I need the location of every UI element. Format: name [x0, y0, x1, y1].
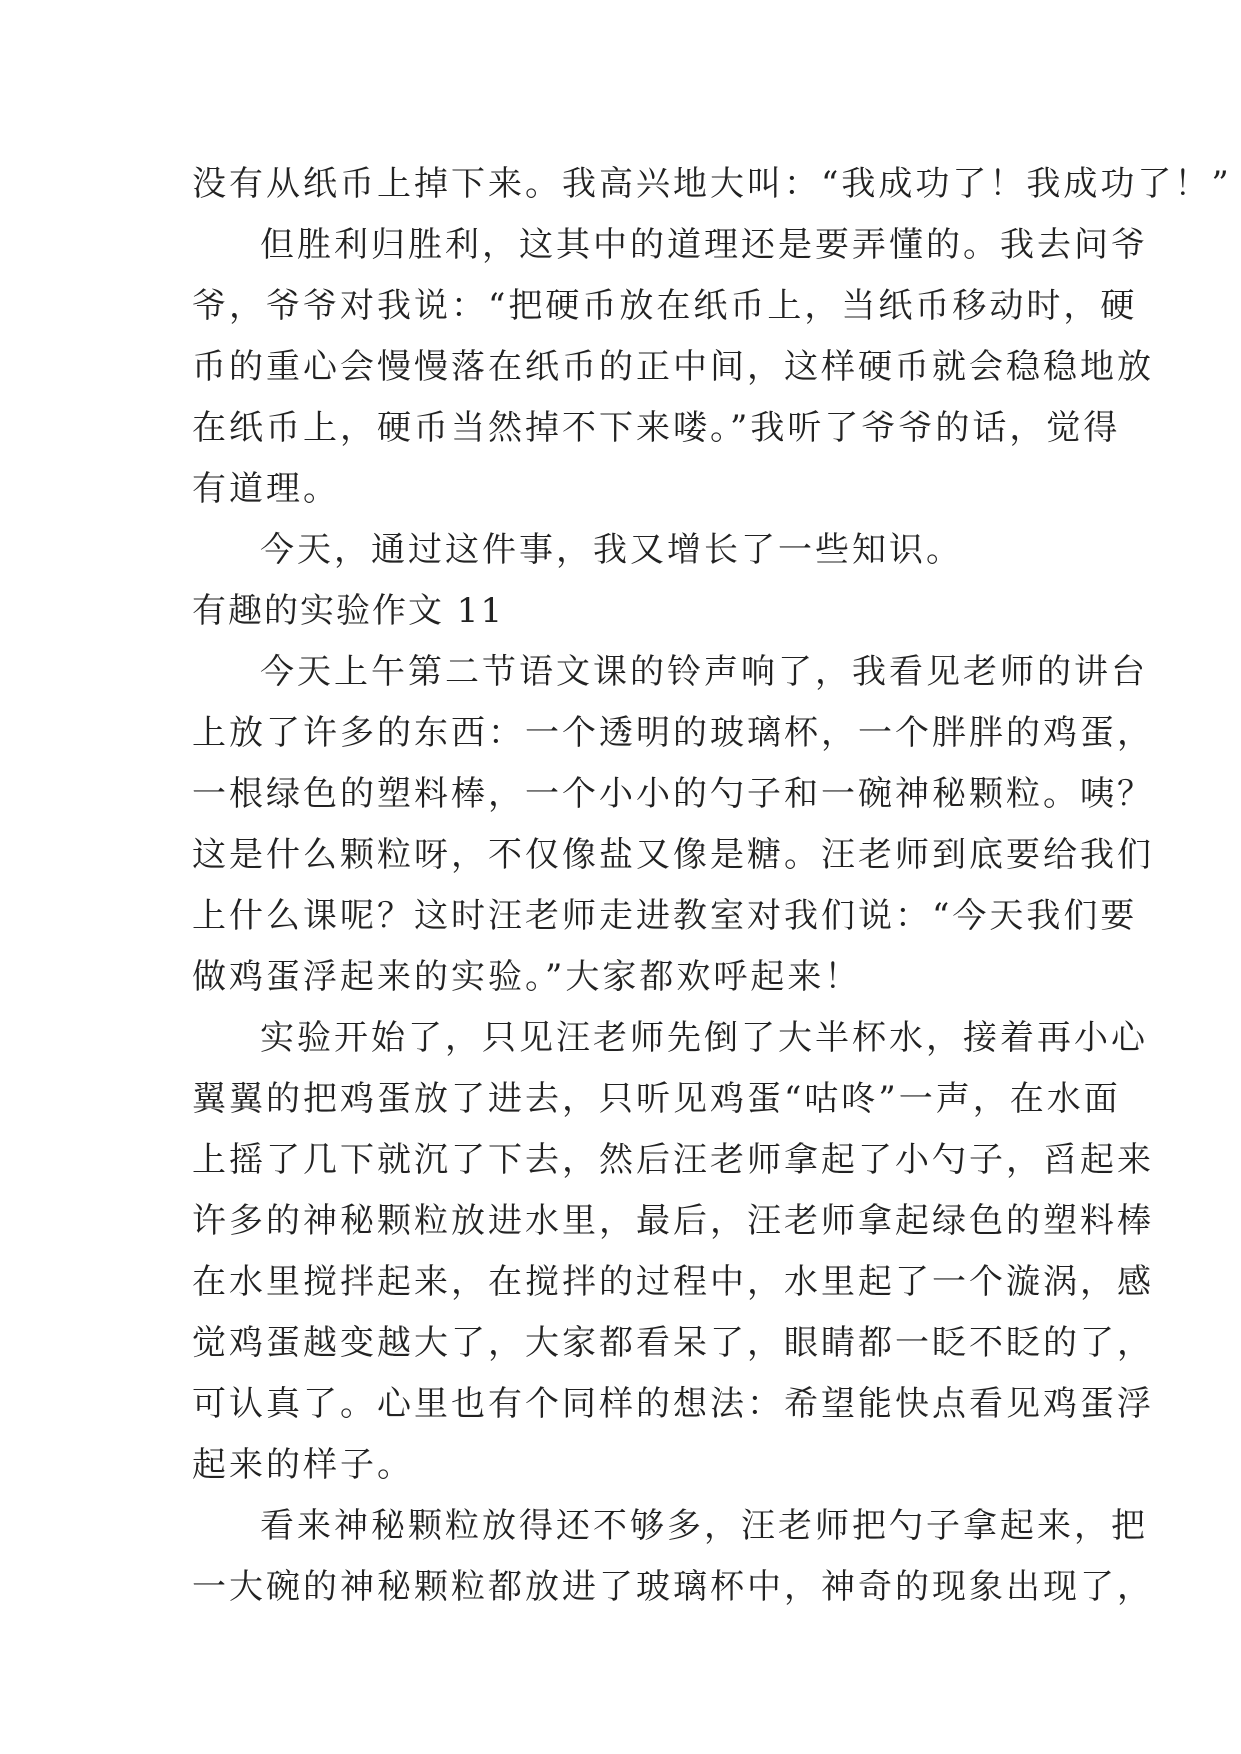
- text-line: 今天上午第二节语文课的铃声响了，我看见老师的讲台: [260, 652, 1148, 692]
- text-line: 上摇了几下就沉了下去，然后汪老师拿起了小勺子，舀起来: [192, 1140, 1154, 1180]
- text-line: 上什么课呢？这时汪老师走进教室对我们说：“今天我们要: [192, 896, 1138, 936]
- text-line: 但胜利归胜利，这其中的道理还是要弄懂的。我去问爷: [260, 225, 1148, 265]
- text-line: 在水里搅拌起来，在搅拌的过程中，水里起了一个漩涡，感: [192, 1262, 1154, 1302]
- document-body: [192, 154, 1232, 1618]
- text-line: 做鸡蛋浮起来的实验。”大家都欢呼起来！: [192, 957, 862, 997]
- text-line: 实验开始了，只见汪老师先倒了大半杯水，接着再小心: [260, 1018, 1148, 1058]
- text-line: 这是什么颗粒呀，不仅像盐又像是糖。汪老师到底要给我们: [192, 835, 1154, 875]
- text-line: 一大碗的神秘颗粒都放进了玻璃杯中，神奇的现象出现了，: [192, 1567, 1154, 1607]
- text-line: 一根绿色的塑料棒，一个小小的勺子和一碗神秘颗粒。咦？: [192, 774, 1154, 814]
- text-line: 爷，爷爷对我说：“把硬币放在纸币上，当纸币移动时，硬: [192, 286, 1138, 326]
- text-line: 起来的样子。: [192, 1445, 414, 1485]
- text-line: 没有从纸币上掉下来。我高兴地大叫：“我成功了！我成功了！”: [192, 164, 1232, 204]
- section-heading: 有趣的实验作文 11: [192, 591, 505, 631]
- text-line: 上放了许多的东西：一个透明的玻璃杯，一个胖胖的鸡蛋，: [192, 713, 1154, 753]
- text-line: 今天，通过这件事，我又增长了一些知识。: [260, 530, 963, 570]
- text-line: 在纸币上，硬币当然掉不下来喽。”我听了爷爷的话，觉得: [192, 408, 1121, 448]
- text-line: 翼翼的把鸡蛋放了进去，只听见鸡蛋“咕咚”一声，在水面: [192, 1079, 1121, 1119]
- text-line: 看来神秘颗粒放得还不够多，汪老师把勺子拿起来，把: [260, 1506, 1148, 1546]
- text-line: 有道理。: [192, 469, 340, 509]
- text-line: 觉鸡蛋越变越大了，大家都看呆了，眼睛都一眨不眨的了，: [192, 1323, 1154, 1363]
- text-line: 许多的神秘颗粒放进水里，最后，汪老师拿起绿色的塑料棒: [192, 1201, 1154, 1241]
- text-line: 币的重心会慢慢落在纸币的正中间，这样硬币就会稳稳地放: [192, 347, 1154, 387]
- text-line: 可认真了。心里也有个同样的想法：希望能快点看见鸡蛋浮: [192, 1384, 1154, 1424]
